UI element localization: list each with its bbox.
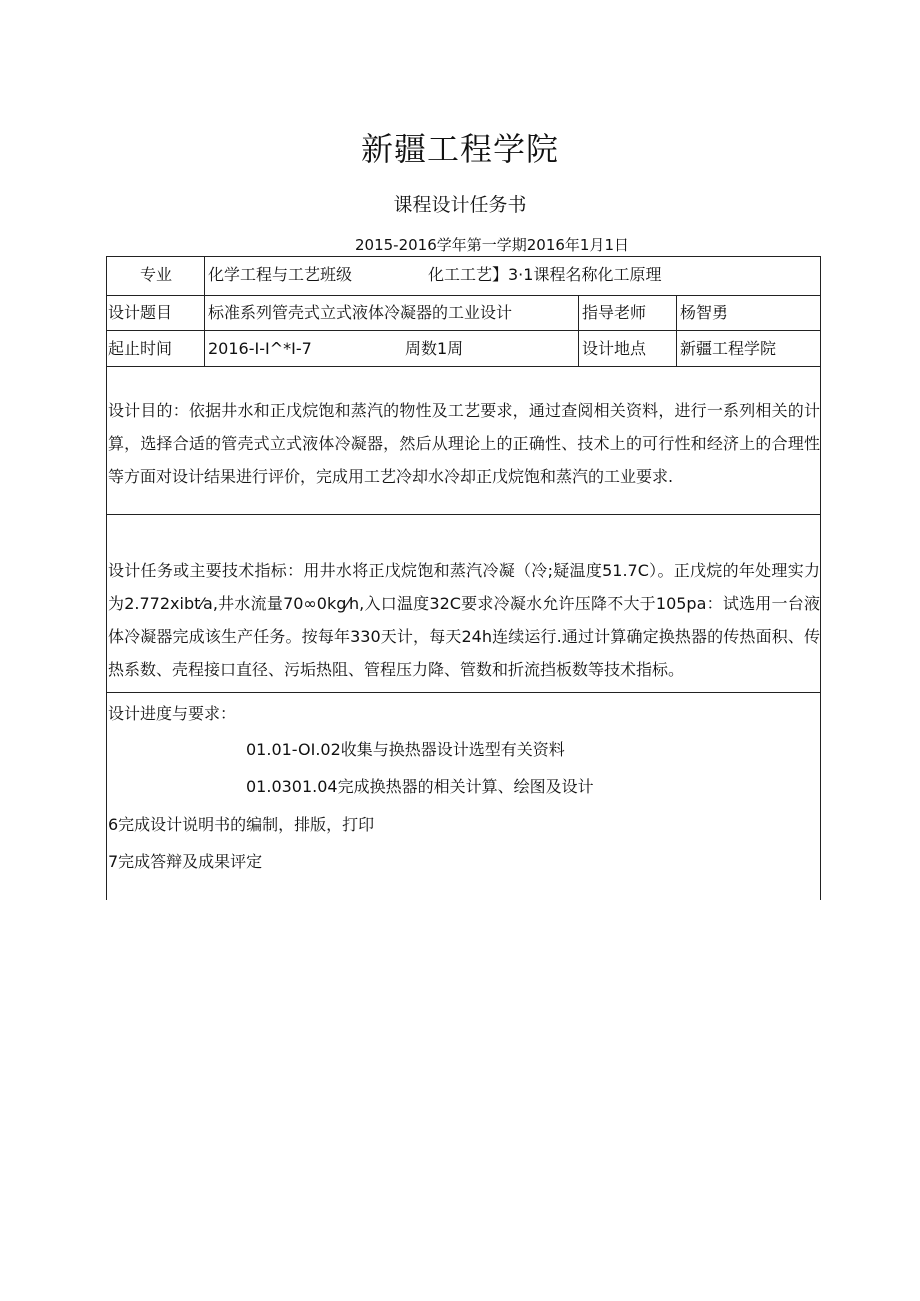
period-label: 起止时间 xyxy=(108,339,173,358)
table-rule xyxy=(106,256,821,257)
weeks-value: 周数1周 xyxy=(405,339,464,358)
table-divider xyxy=(578,295,579,366)
table-rule xyxy=(106,692,821,693)
schedule-heading: 设计进度与要求： xyxy=(108,704,237,723)
class-course-value: 化工工艺】3·1课程名称化工原理 xyxy=(428,265,662,284)
period-value: 2016-I-I^*I-7 xyxy=(208,339,312,358)
topic-label: 设计题目 xyxy=(108,303,173,322)
table-rule xyxy=(106,330,821,331)
table-divider xyxy=(676,295,677,366)
table-border-right xyxy=(820,256,821,900)
design-purpose: 设计目的：依据井水和正戊烷饱和蒸汽的物性及工艺要求，通过查阅相关资料，进行一系列相关的计算，选择合适的管壳式立式液体冷凝器，然后从理论上的正确性、技术上的可行性和经济上的合理性等方面对设计结果进行评价，完成用工艺冷却水冷却正戊烷饱和蒸汽的工业要求. xyxy=(108,401,820,486)
school-title: 新疆工程学院 xyxy=(360,130,559,168)
term-date-line: 2015-2016学年第一学期2016年1月1日 xyxy=(355,236,630,254)
schedule-item: 01.0301.04完成换热器的相关计算、绘图及设计 xyxy=(246,777,594,796)
schedule-item: 7完成答辩及成果评定 xyxy=(108,852,263,871)
topic-value: 标准系列管壳式立式液体冷凝器的工业设计 xyxy=(208,303,513,322)
schedule-item: 01.01-OI.02收集与换热器设计选型有关资料 xyxy=(246,740,565,759)
table-rule xyxy=(106,366,821,367)
table-border-left xyxy=(106,256,107,900)
design-task: 设计任务或主要技术指标：用井水将正戊烷饱和蒸汽冷凝（冷;疑温度51.7C）。正戊烷的年处理实力为2.772xibt⁄a,井水流量70∞0kg⁄h,入口温度32C要求冷凝水允许压降不大于105pa：试选用一台液体冷凝器完成该生产任务。按每年330天计，每天24h连续运行.通过计算确定换热器的传热面积、传热系数、壳程接口直径、污垢热阻、管程压力降、管数和折流挡板数等技术指标。 xyxy=(108,561,820,679)
teacher-value: 杨智勇 xyxy=(680,303,729,322)
table-rule xyxy=(106,295,821,296)
teacher-label: 指导老师 xyxy=(582,303,647,322)
table-divider xyxy=(204,256,205,366)
location-value: 新疆工程学院 xyxy=(680,339,777,358)
major-value: 化学工程与工艺班级 xyxy=(208,265,353,284)
major-label: 专业 xyxy=(140,265,173,284)
document-title: 课程设计任务书 xyxy=(393,194,527,216)
table-rule xyxy=(106,514,821,515)
schedule-item: 6完成设计说明书的编制，排版，打印 xyxy=(108,815,375,834)
location-label: 设计地点 xyxy=(582,339,647,358)
